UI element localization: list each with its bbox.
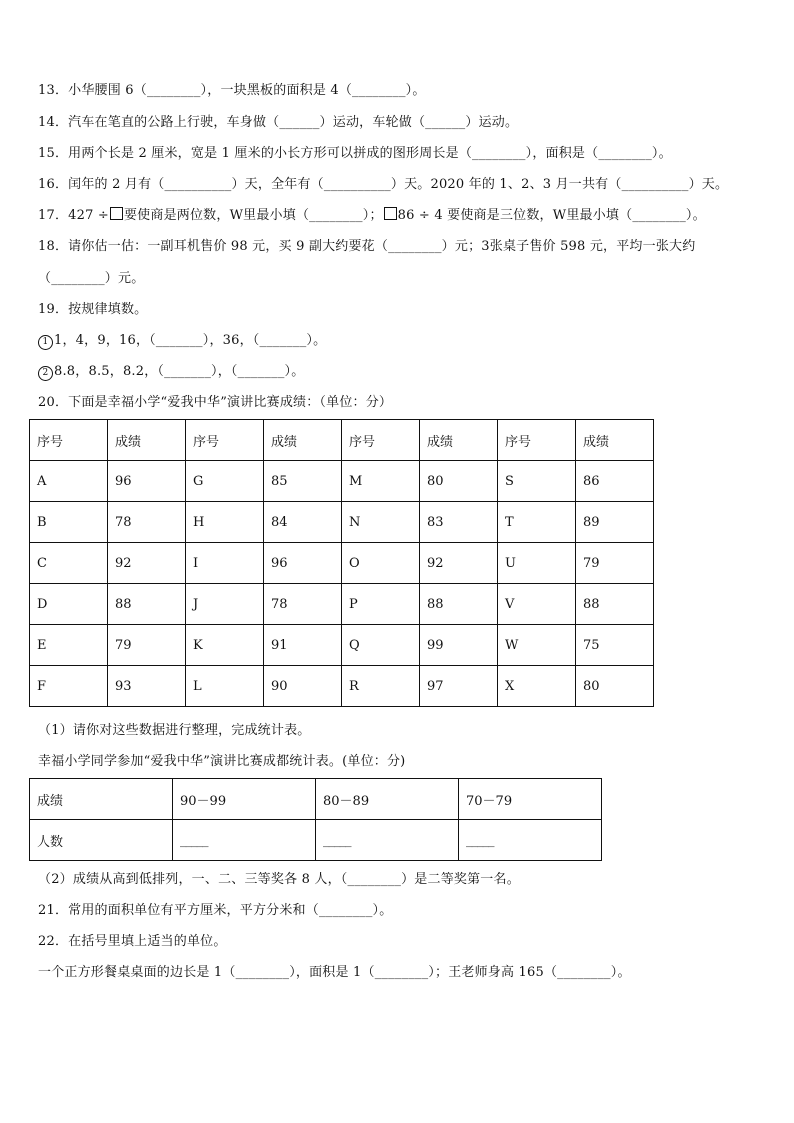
score-table-cell: 84 [264,502,342,543]
score-table-header-cell: 序号 [30,420,108,461]
score-table-cell: P [342,584,420,625]
question-21: 21．常用的面积单位有平方厘米，平方分米和（________）。 [38,903,393,918]
question-19-item-1 [38,332,774,350]
score-table-cell: M [342,461,420,502]
score-table-cell: A [30,461,108,502]
score-table-cell: 96 [108,461,186,502]
count-blank: _____ [459,820,602,861]
question-19: 19．按规律填数。 [38,302,148,317]
score-table-header-cell: 成绩 [420,420,498,461]
score-table-cell: I [186,543,264,584]
score-table-row [30,461,654,502]
score-table-cell: 85 [264,461,342,502]
stats-table [29,778,602,861]
question-13: 13．小华腰围 6（________），一块黑板的面积是 4（________）。 [38,83,426,98]
stats-table-header-row [30,779,602,820]
score-table-cell: 93 [108,666,186,707]
circled-number-2-icon: 2 [38,366,53,381]
score-table-cell: 86 [576,461,654,502]
score-table-cell: 79 [108,625,186,666]
question-20: 20．下面是幸福小学“爱我中华”演讲比赛成绩：（单位：分） [38,395,393,410]
score-table-cell: W [498,625,576,666]
score-table-cell: 75 [576,625,654,666]
score-table-cell: 80 [576,666,654,707]
stats-table-row [30,820,602,861]
score-table-cell: 79 [576,543,654,584]
score-table-cell: B [30,502,108,543]
score-table-cell: R [342,666,420,707]
score-table-cell: L [186,666,264,707]
score-table-cell: S [498,461,576,502]
score-table-cell: H [186,502,264,543]
score-table-cell: 92 [108,543,186,584]
score-table-cell: 88 [420,584,498,625]
score-table-cell: O [342,543,420,584]
score-table [29,419,654,707]
score-table-row [30,625,654,666]
score-table-cell: C [30,543,108,584]
stats-table-label-cell: 人数 [30,820,173,861]
count-blank: _____ [316,820,459,861]
score-table-cell: U [498,543,576,584]
score-table-cell: Q [342,625,420,666]
stats-table-header-cell: 90－99 [173,779,316,820]
score-table-cell: 89 [576,502,654,543]
score-table-header-cell: 成绩 [108,420,186,461]
question-19-item-2 [38,363,774,381]
square-blank-icon [384,207,397,220]
question-19-item-1-text: 1，4，9，16，（_______），36，（_______）。 [54,333,327,348]
score-table-cell: 90 [264,666,342,707]
stats-table-header-cell: 80－89 [316,779,459,820]
score-table-row [30,584,654,625]
score-table-cell: J [186,584,264,625]
score-table-row [30,666,654,707]
score-table-header-cell: 序号 [186,420,264,461]
question-14: 14．汽车在笔直的公路上行驶，车身做（______）运动，车轮做（______）运动。 [38,115,519,130]
score-table-cell: K [186,625,264,666]
question-20-sub-1: （1）请你对这些数据进行整理，完成统计表。 [38,723,311,738]
score-table-cell: D [30,584,108,625]
score-table-cell: E [30,625,108,666]
question-22-line: 一个正方形餐桌桌面的边长是 1（________），面积是 1（________）；王老师身高 165（________）。 [38,965,631,980]
score-table-row [30,543,654,584]
score-table-cell: T [498,502,576,543]
score-table-cell: 78 [108,502,186,543]
score-table-cell: 96 [264,543,342,584]
question-17-part-b: 要使商是两位数，W里最小填（________）； [123,208,383,223]
score-table-cell: 78 [264,584,342,625]
question-19-item-2-text: 8.8，8.5，8.2，（_______），（_______）。 [54,364,305,379]
question-17-part-c: 86 ÷ 4 要使商是三位数，W里最小填（________）。 [397,208,706,223]
score-table-header-cell: 成绩 [264,420,342,461]
score-table-cell: 92 [420,543,498,584]
question-18-line-2: （________）元。 [38,271,145,286]
score-table-header-row [30,420,654,461]
stats-table-header-cell: 70－79 [459,779,602,820]
square-blank-icon [110,207,123,220]
score-table-cell: N [342,502,420,543]
question-18-line-1: 18．请你估一估：一副耳机售价 98 元，买 9 副大约要花（________）元；3张桌子售价 598 元，平均一张大约 [38,239,696,254]
score-table-header-cell: 成绩 [576,420,654,461]
count-blank: _____ [173,820,316,861]
score-table-cell: X [498,666,576,707]
score-table-cell: 97 [420,666,498,707]
question-17 [38,207,774,225]
question-22: 22．在括号里填上适当的单位。 [38,934,227,949]
score-table-cell: 99 [420,625,498,666]
score-table-row [30,502,654,543]
score-table-cell: 88 [576,584,654,625]
score-table-header-cell: 序号 [342,420,420,461]
score-table-cell: V [498,584,576,625]
stats-table-header-cell: 成绩 [30,779,173,820]
stats-table-title: 幸福小学同学参加“爱我中华”演讲比赛成都统计表。(单位：分) [38,754,406,769]
score-table-cell: 80 [420,461,498,502]
score-table-cell: F [30,666,108,707]
question-15: 15．用两个长是 2 厘米，宽是 1 厘米的小长方形可以拼成的图形周长是（________），面积是（________）。 [38,146,672,161]
question-17-part-a: 17．427 ÷ [38,208,109,223]
score-table-cell: 83 [420,502,498,543]
score-table-cell: 88 [108,584,186,625]
question-16: 16．闰年的 2 月有（__________）天，全年有（__________）天。2020 年的 1、2、3 月一共有（__________）天。 [38,177,729,192]
circled-number-1-icon: 1 [38,335,53,350]
score-table-header-cell: 序号 [498,420,576,461]
score-table-cell: 91 [264,625,342,666]
score-table-cell: G [186,461,264,502]
question-20-sub-2: （2）成绩从高到低排列，一、二、三等奖各 8 人，（________）是二等奖第一名。 [38,872,520,887]
